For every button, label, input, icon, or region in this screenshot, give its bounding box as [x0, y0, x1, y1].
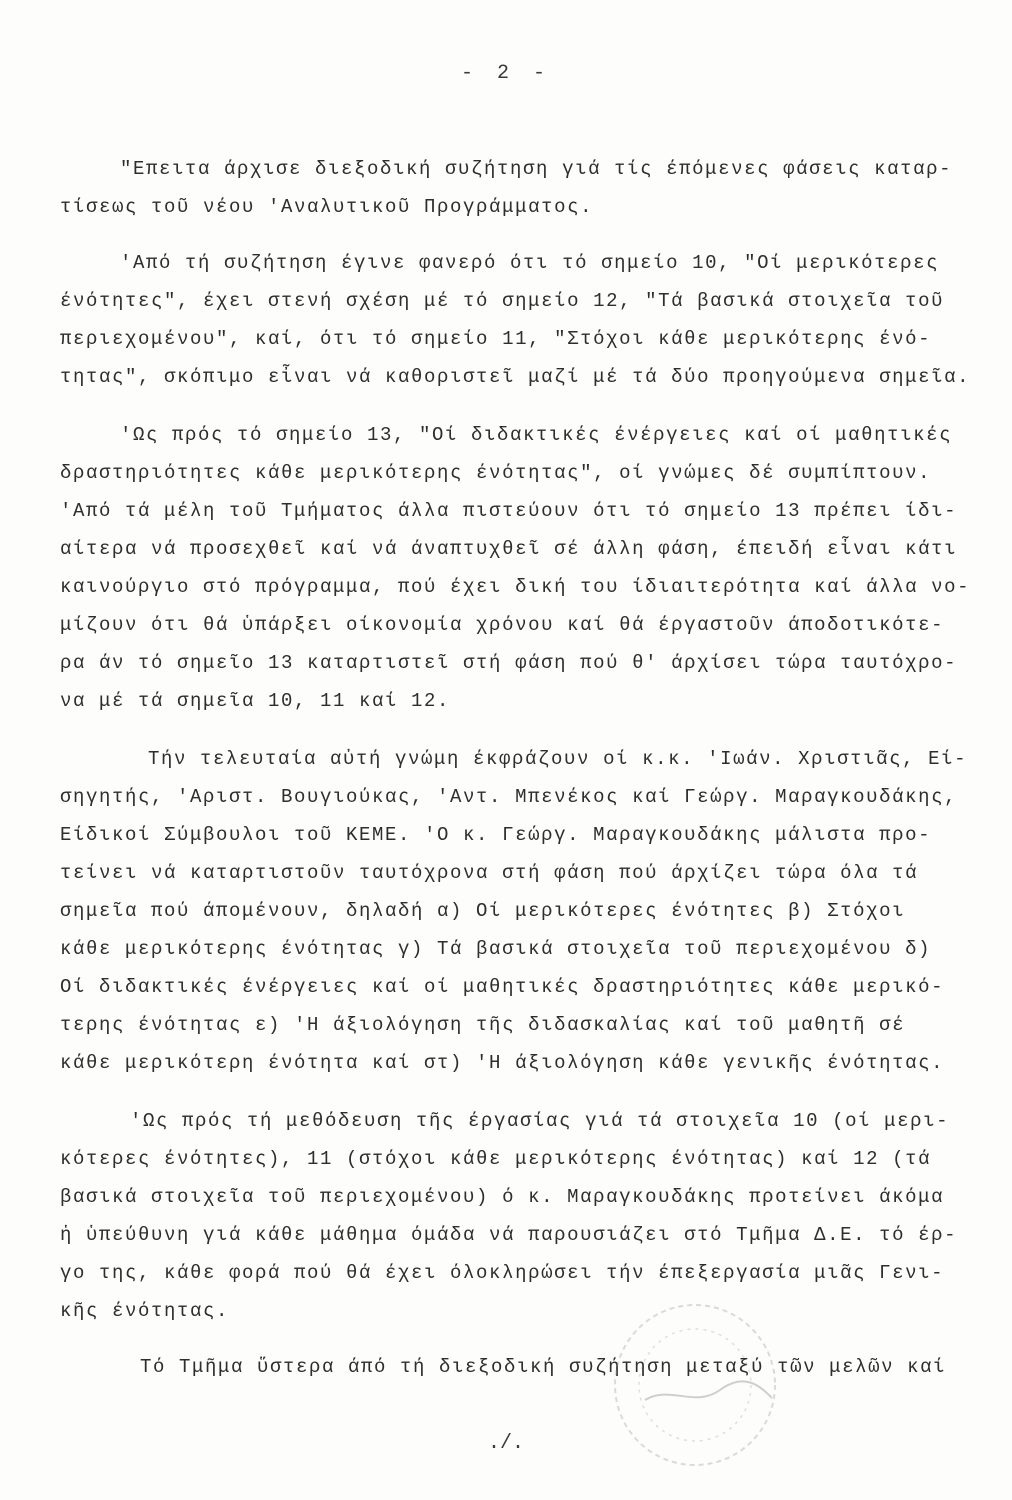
text-line: "Επειτα άρχισε διεξοδική συζήτηση γιά τίς έπόμενες φάσεις καταρ- [120, 158, 953, 180]
text-line: τητας", σκόπιμο εἶναι νά καθοριστεῖ μαζί μέ τά δύο προηγούμενα σημεῖα. [60, 366, 971, 388]
text-line: σηγητής, 'Αριστ. Βουγιούκας, 'Αντ. Μπενέκος καί Γεώργ. Μαραγκουδάκης, [60, 786, 958, 808]
text-line: βασικά στοιχεῖα τοῦ περιεχομένου) ό κ. Μαραγκουδάκης προτείνει άκόμα [60, 1186, 945, 1208]
text-line: 'Ως πρός τή μεθόδευση τῆς έργασίας γιά τά στοιχεῖα 10 (οί μερι- [130, 1110, 950, 1132]
text-line: Οί διδακτικές ένέργειες καί οί μαθητικές δραστηριότητες κάθε μερικό- [60, 976, 945, 998]
text-line: μίζουν ότι θά ὑπάρξει οίκονομία χρόνου καί θά έργαστοῦν άποδοτικότε- [60, 614, 945, 636]
text-line: αίτερα νά προσεχθεῖ καί νά άναπτυχθεῖ σέ άλλη φάση, έπειδή εἶναι κάτι [60, 538, 958, 560]
text-line: κῆς ένότητας. [60, 1300, 230, 1322]
text-line: Τήν τελευταία αὐτή γνώμη έκφράζουν οί κ.κ. 'Ιωάν. Χριστιᾶς, Εί- [148, 748, 968, 770]
text-line: σημεῖα πού άπομένουν, δηλαδή α) Οί μερικότερες ένότητες β) Στόχοι [60, 900, 906, 922]
text-line: ένότητες", έχει στενή σχέση μέ τό σημείο 12, "Τά βασικά στοιχεῖα τοῦ [60, 290, 945, 312]
text-line: Τό Τμῆμα ὕστερα άπό τή διεξοδική συζήτηση μεταξύ τῶν μελῶν καί [140, 1356, 947, 1378]
page-number: - 2 - [460, 62, 551, 85]
text-line: ρα άν τό σημεῖο 13 καταρτιστεῖ στή φάση πού θ' άρχίσει τώρα ταυτόχρο- [60, 652, 958, 674]
text-line: ἡ ὑπεύθυνη γιά κάθε μάθημα όμάδα νά παρουσιάζει στό Τμῆμα Δ.Ε. τό έρ- [60, 1224, 958, 1246]
text-line: τίσεως τοῦ νέου 'Αναλυτικοῦ Προγράμματος. [60, 196, 594, 218]
text-line: δραστηριότητες κάθε μερικότερης ένότητας", οί γνώμες δέ συμπίπτουν. [60, 462, 932, 484]
text-line: καινούργιο στό πρόγραμμα, πού έχει δική του ίδιαιτερότητα καί άλλα νο- [60, 576, 971, 598]
text-line: 'Από τή συζήτηση έγινε φανερό ότι τό σημείο 10, "Οί μερικότερες [120, 252, 940, 274]
text-line: περιεχομένου", καί, ότι τό σημείο 11, "Στόχοι κάθε μερικότερης ένό- [60, 328, 932, 350]
text-line: 'Από τά μέλη τοῦ Τμήματος άλλα πιστεύουν ότι τό σημείο 13 πρέπει ίδι- [60, 500, 958, 522]
text-line: να μέ τά σημεῖα 10, 11 καί 12. [60, 690, 451, 712]
text-line: Είδικοί Σύμβουλοι τοῦ ΚΕΜΕ. 'Ο κ. Γεώργ. Μαραγκουδάκης μάλιστα προ- [60, 824, 932, 846]
text-line: γο της, κάθε φορά πού θά έχει όλοκληρώσει τήν έπεξεργασία μιᾶς Γενι- [60, 1262, 945, 1284]
text-line: τείνει νά καταρτιστοῦν ταυτόχρονα στή φάση πού άρχίζει τώρα όλα τά [60, 862, 919, 884]
text-line: κάθε μερικότερης ένότητας γ) Τά βασικά στοιχεῖα τοῦ περιεχομένου δ) [60, 938, 932, 960]
text-line: 'Ως πρός τό σημείο 13, "Οί διδακτικές ένέργειες καί οί μαθητικές [120, 424, 953, 446]
continuation-mark: ./. [487, 1432, 524, 1455]
text-line: τερης ένότητας ε) 'Η άξιολόγηση τῆς διδασκαλίας καί τοῦ μαθητῆ σέ [60, 1014, 906, 1036]
text-line: κότερες ένότητες), 11 (στόχοι κάθε μερικότερης ένότητας) καί 12 (τά [60, 1148, 932, 1170]
text-line: κάθε μερικότερη ένότητα καί στ) 'Η άξιολόγηση κάθε γενικῆς ένότητας. [60, 1052, 945, 1074]
